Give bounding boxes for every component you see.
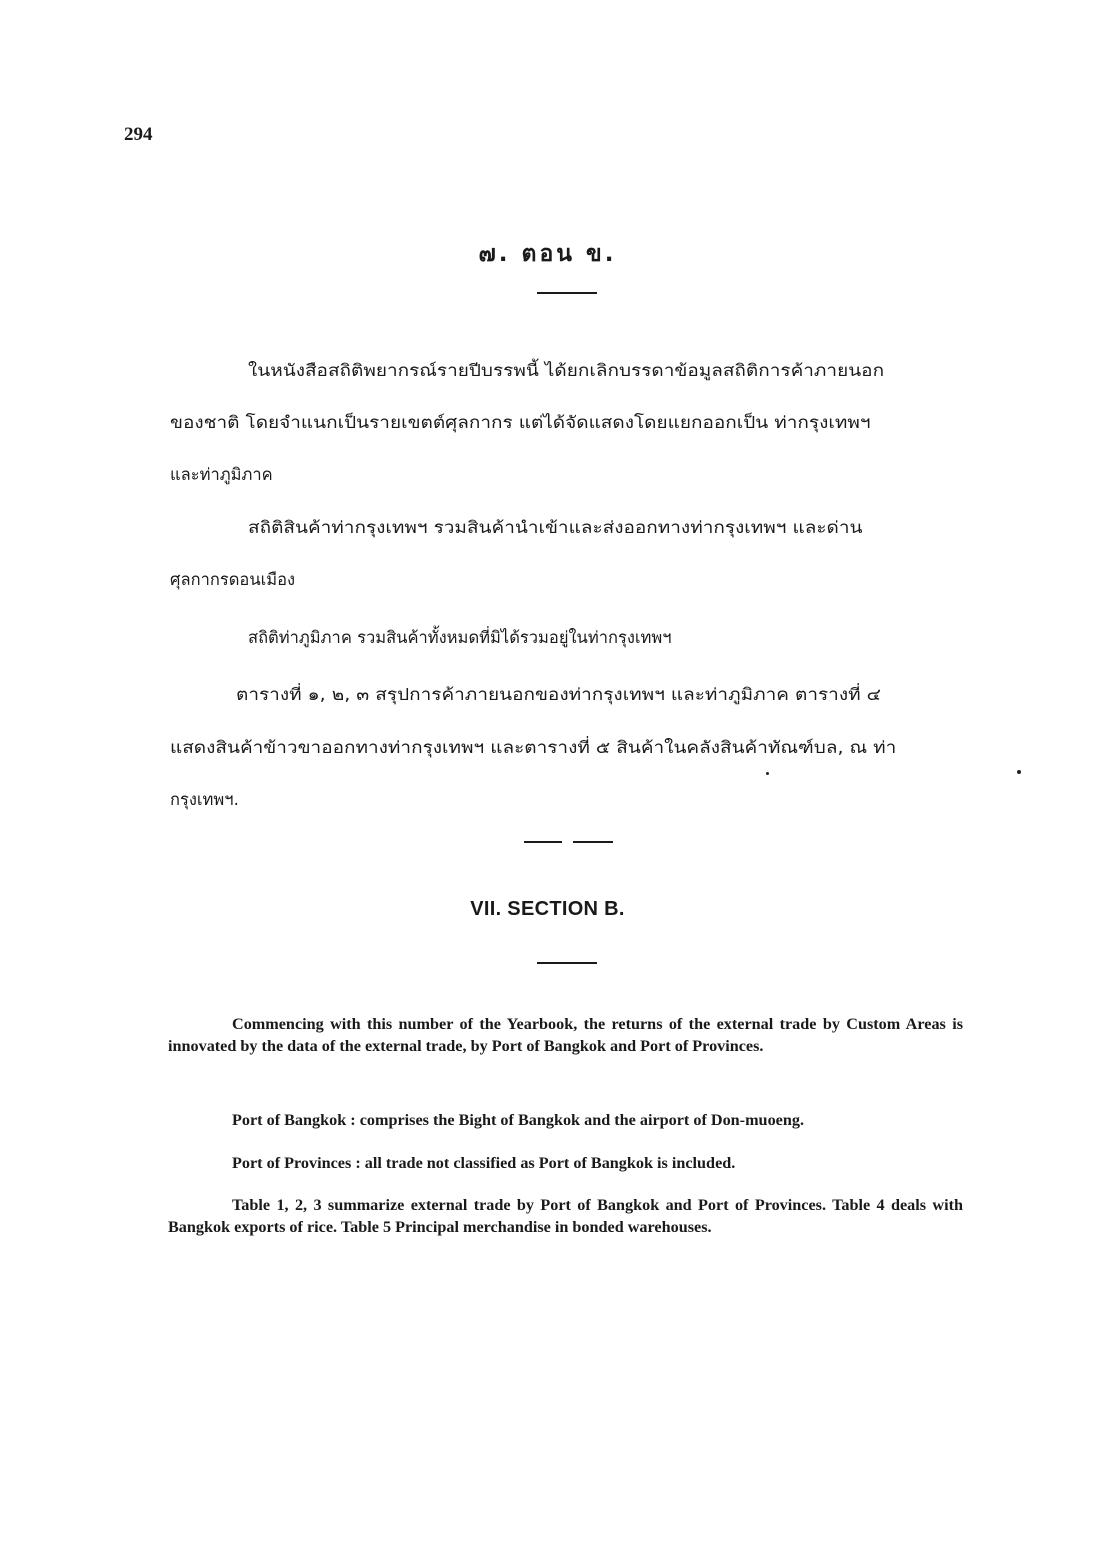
english-section-title: VII. SECTION B. bbox=[470, 898, 625, 920]
title-underline bbox=[537, 292, 597, 294]
thai-p3-line-1: สถิติท่าภูมิภาค รวมสินค้าทั้งหมดที่มิได้รวมอยู่ในท่ากรุงเทพฯ bbox=[248, 628, 672, 647]
thai-p4-line-1: ตารางที่ ๑, ๒, ๓ สรุปการค้าภายนอกของท่ากรุงเทพฯ และท่าภูมิภาค ตารางที่ ๔ bbox=[236, 685, 881, 704]
thai-p2-line-1: สถิติสินค้าท่ากรุงเทพฯ รวมสินค้านำเข้าและส่งออกทางท่ากรุงเทพฯ และด่าน bbox=[248, 518, 863, 537]
section-divider-left bbox=[524, 841, 562, 843]
scan-speck bbox=[1017, 770, 1021, 774]
english-paragraph-2: Port of Bangkok : comprises the Bight of Bangkok and the airport of Don-muoeng. bbox=[232, 1111, 804, 1129]
english-paragraph-1: Commencing with this number of the Yearbook, the returns of the external trade by Custom Areas is innovated by the data of the external trade, by Port of Bangkok and Port of Provinces. bbox=[168, 1015, 963, 1055]
thai-p1-line-1: ในหนังสือสถิติพยากรณ์รายปีบรรพนี้ ได้ยกเลิกบรรดาข้อมูลสถิติการค้าภายนอก bbox=[248, 361, 885, 380]
thai-p4-line-3: กรุงเทพฯ. bbox=[170, 790, 239, 809]
thai-p1-line-2: ของชาติ โดยจำแนกเป็นรายเขตต์ศุลกากร แต่ได้จัดแสดงโดยแยกออกเป็น ท่ากรุงเทพฯ bbox=[170, 413, 871, 432]
english-paragraph-4: Table 1, 2, 3 summarize external trade by Port of Bangkok and Port of Provinces. Table 4 deals with Bangkok exports of rice. Table 5 Principal merchandise in bonded warehouses. bbox=[168, 1196, 963, 1236]
page-number: 294 bbox=[124, 124, 153, 145]
thai-p1-line-3: และท่าภูมิภาค bbox=[170, 465, 273, 484]
english-title-underline bbox=[537, 962, 597, 964]
thai-p4-line-2: แสดงสินค้าข้าวขาออกทางท่ากรุงเทพฯ และตารางที่ ๕ สินค้าในคลังสินค้าทัณฑ์บล, ณ ท่า bbox=[170, 738, 897, 757]
scan-speck bbox=[766, 772, 769, 775]
thai-section-title: ๗. ตอน ข. bbox=[478, 241, 617, 267]
section-divider-right bbox=[573, 841, 613, 843]
english-paragraph-3: Port of Provinces : all trade not classified as Port of Bangkok is included. bbox=[232, 1154, 736, 1172]
thai-p2-line-2: ศุลกากรดอนเมือง bbox=[170, 570, 296, 589]
